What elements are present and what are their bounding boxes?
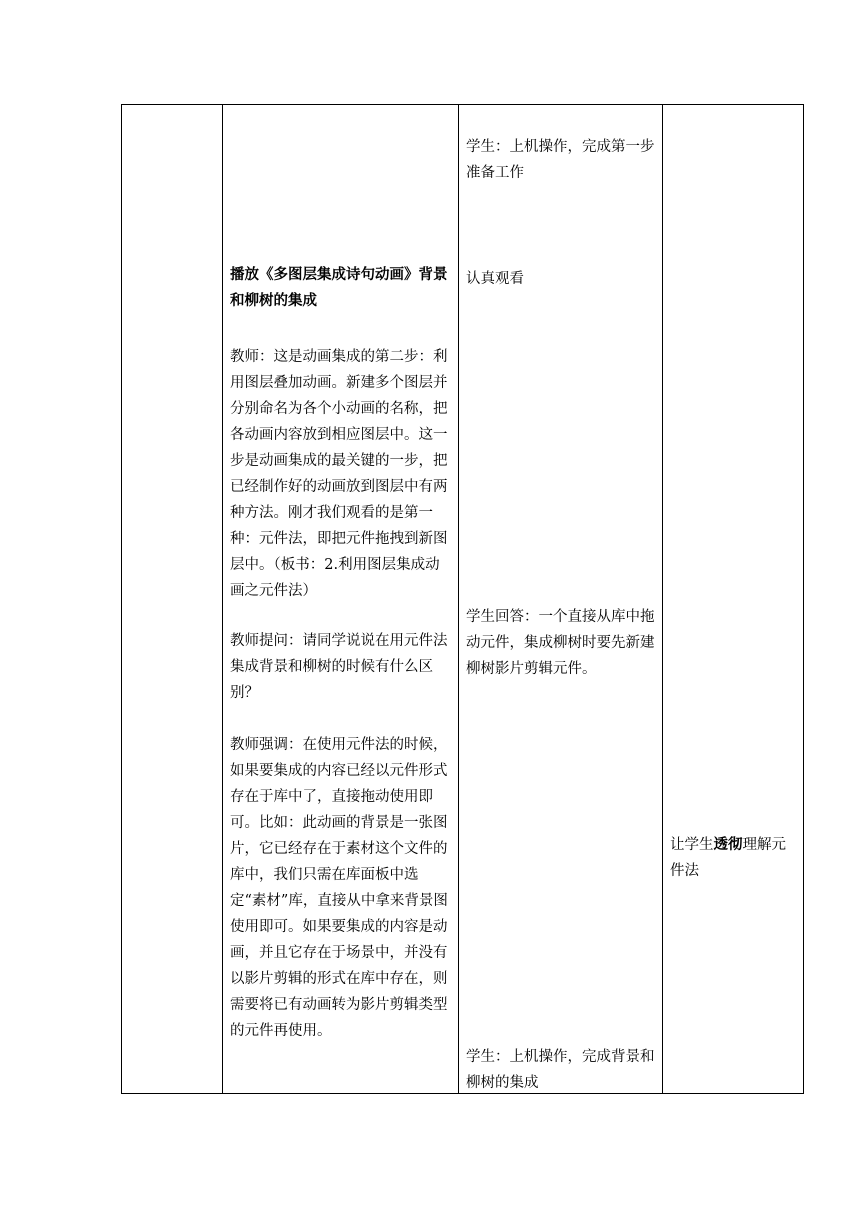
activity-heading: 播放《多图层集成诗句动画》背景和柳树的集成 <box>230 266 448 309</box>
column-divider <box>222 105 223 1093</box>
lesson-table <box>121 104 804 1094</box>
student-watch: 认真观看 <box>466 271 524 287</box>
purpose-text-end: 理解元件法 <box>670 837 786 879</box>
teacher-activity-cell <box>230 105 452 1093</box>
design-purpose-cell <box>670 105 798 1093</box>
student-answer: 学生回答：一个直接从库中拖动元件，集成柳树时要先新建柳树影片剪辑元件。 <box>466 609 655 677</box>
student-step-one: 学生：上机操作，完成第一步准备工作 <box>466 139 655 181</box>
purpose-text: 让学生 <box>670 837 714 853</box>
student-step-two: 学生：上机操作，完成背景和柳树的集成 <box>466 1049 655 1091</box>
teacher-question: 教师提问：请同学说说在用元件法集成背景和柳树的时候有什么区别？ <box>230 633 448 701</box>
column-divider <box>662 105 663 1093</box>
teacher-explanation: 教师：这是动画集成的第二步：利用图层叠加动画。新建多个图层并分别命名为各个小动画的名称，把各动画内容放到相应图层中。这一步是动画集成的最关键的一步，把已经制作好的动画放到图层中有两种方法。刚才我们观看的是第一种：元件法，即把元件拖拽到新图层中。（板书：2.利用图层集成动画之元件法） <box>230 349 448 599</box>
purpose-emphasis: 透彻 <box>713 836 743 853</box>
design-purpose <box>670 832 798 884</box>
column-divider <box>458 105 459 1093</box>
teacher-emphasis: 教师强调：在使用元件法的时候，如果要集成的内容已经以元件形式存在于库中了，直接拖动使用即可。比如：此动画的背景是一张图片，它已经存在于素材这个文件的库中，我们只需在库面板中选定“素材”库，直接从中拿来背景图使用即可。如果要集成的内容是动画，并且它存在于场景中，并没有以影片剪辑的形式在库中存在，则需要将已有动画转为影片剪辑类型的元件再使用。 <box>230 737 448 1039</box>
student-activity-cell <box>466 105 656 1093</box>
